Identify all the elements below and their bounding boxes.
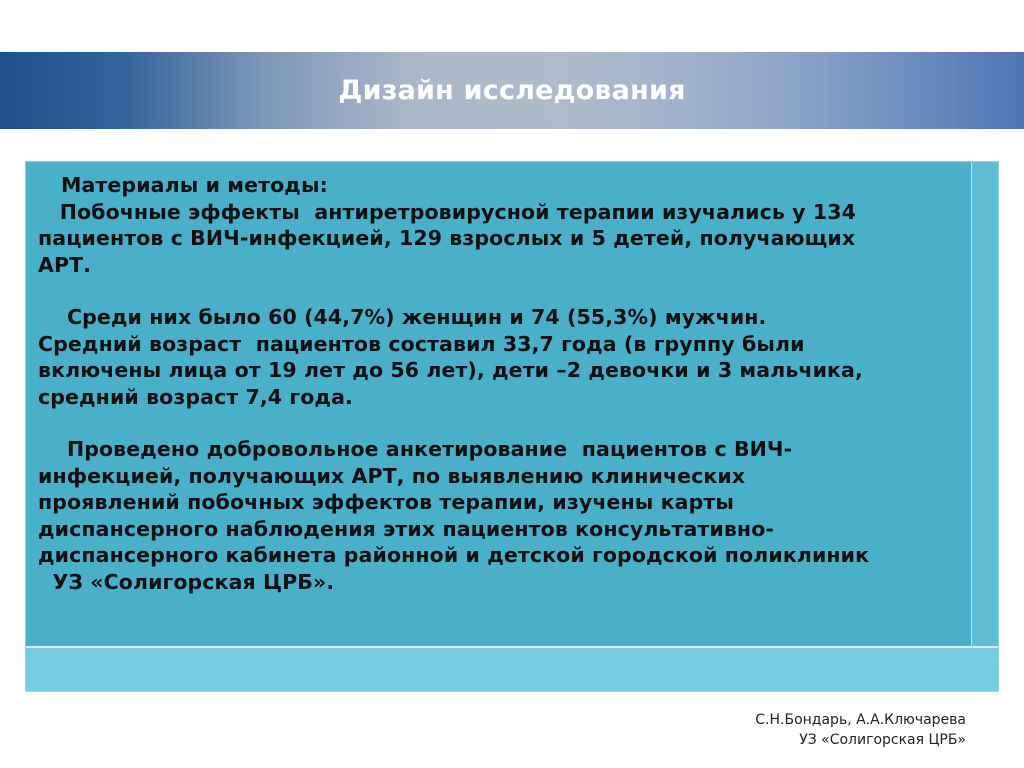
p2-line-4: средний возраст 7,4 года. — [38, 384, 353, 409]
footer-authors: С.Н.Бондарь, А.А.Ключарева — [755, 712, 966, 728]
paragraph-3 — [38, 436, 958, 595]
panel-bottom-strip — [26, 646, 998, 691]
p1-line-3: АРТ. — [38, 252, 92, 277]
p2-line-1: Среди них было 60 (44,7%) женщин и 74 (55,3%) мужчин. — [38, 305, 767, 329]
p3-line-5: диспансерного кабинета районной и детской городской поликлиник — [38, 543, 870, 567]
p3-line-6: УЗ «Солигорская ЦРБ». — [38, 569, 335, 594]
content-text-block — [38, 172, 958, 595]
footer-credit — [755, 710, 966, 750]
p1-line-1: Побочные эффекты антиретровирусной терапии изучались у 134 — [38, 199, 856, 224]
section-heading: Материалы и методы: — [61, 173, 328, 197]
paragraph-spacer — [38, 410, 958, 436]
slide-title: Дизайн исследования — [338, 75, 686, 106]
p2-line-2: Средний возраст пациентов составил 33,7 года (в группу были — [38, 331, 805, 356]
content-panel — [25, 161, 999, 692]
p1-line-2: пациентов с ВИЧ-инфекцией, 129 взрослых и 5 детей, получающих — [38, 226, 856, 250]
footer-institution: УЗ «Солигорская ЦРБ» — [799, 732, 966, 748]
panel-side-strip — [971, 162, 998, 691]
p3-line-1: Проведено добровольное анкетирование пациентов с ВИЧ- — [38, 437, 793, 461]
p3-line-3: проявлений побочных эффектов терапии, изучены карты — [38, 490, 735, 514]
p3-line-4: диспансерного наблюдения этих пациентов консультативно- — [38, 516, 774, 541]
paragraph-spacer — [38, 278, 958, 304]
paragraph-1 — [38, 199, 958, 279]
paragraph-2 — [38, 304, 958, 410]
p3-line-2: инфекцией, получающих АРТ, по выявлению клинических — [38, 463, 746, 488]
p2-line-3: включены лица от 19 лет до 56 лет), дети –2 девочки и 3 мальчика, — [38, 358, 863, 382]
title-band — [0, 52, 1024, 129]
